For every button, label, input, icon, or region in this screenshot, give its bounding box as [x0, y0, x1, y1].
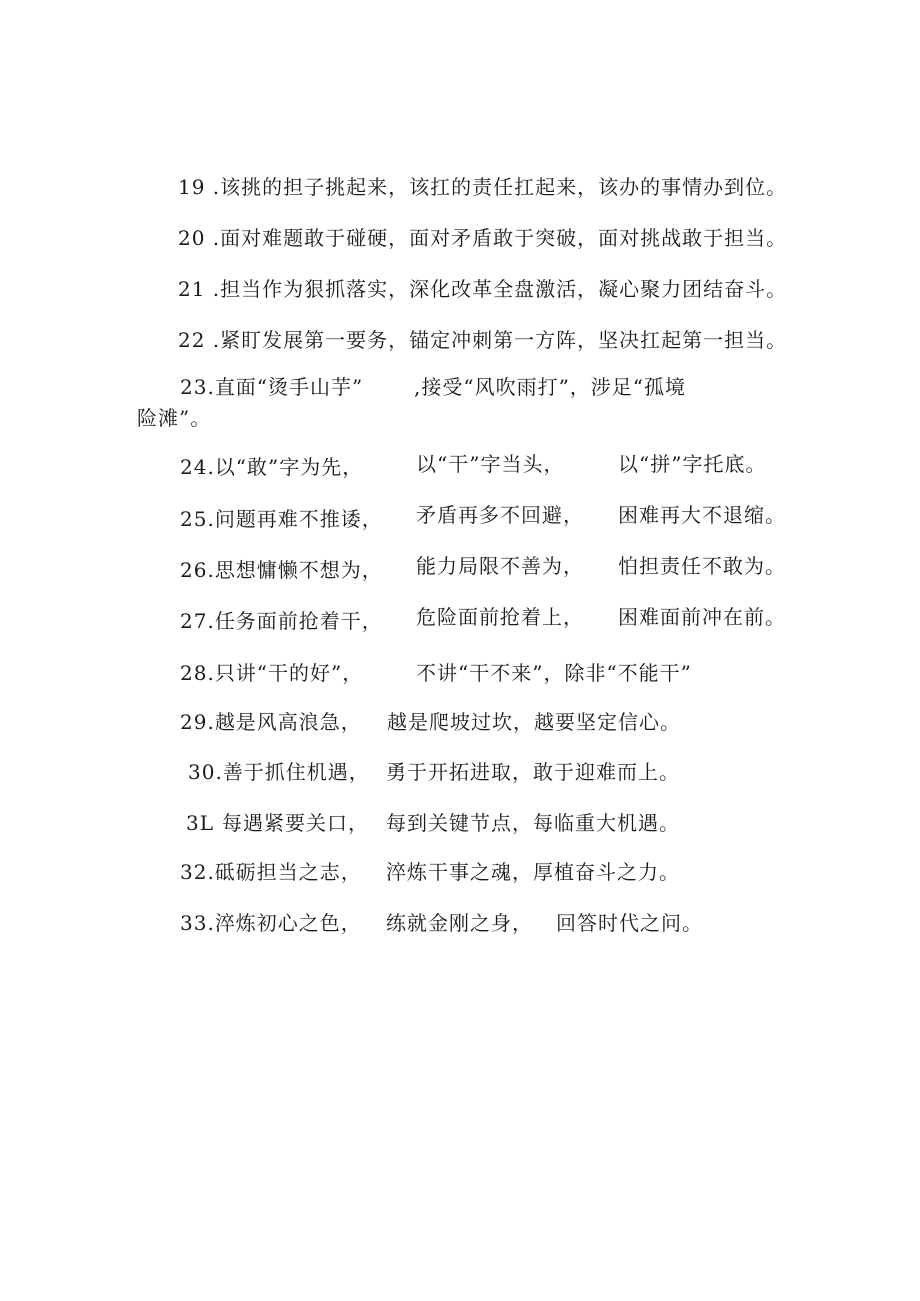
item-number: 29.: [180, 710, 215, 734]
item-text-part: 以“拼”字托底。: [618, 452, 767, 476]
list-item: [178, 174, 787, 200]
item-text-part: 每到关键节点，每临重大机遇。: [386, 811, 680, 835]
item-number: 3L: [186, 811, 215, 835]
list-item: [188, 759, 728, 785]
item-text: .面对难题敢于碰硬，面对矛盾敢于突破，面对挑战敢于担当。: [205, 226, 788, 250]
item-text-part: 淬炼干事之魂，厚植奋斗之力。: [386, 860, 680, 884]
list-item-continuation: [137, 405, 211, 431]
list-item: [180, 660, 780, 686]
item-text-part: 淬炼初心之色，: [214, 911, 362, 935]
item-text-part: ,接受“风吹雨打”，涉足“孤境: [414, 375, 687, 399]
item-text-part: 问题再难不推诿，: [214, 507, 383, 531]
item-text-part: 能力局限不善为，: [416, 554, 584, 578]
item-text-part: 困难再大不退缩。: [618, 503, 786, 527]
list-item: [180, 709, 740, 735]
list-item: [178, 327, 787, 353]
item-text-part: 怕担责任不敢为。: [618, 554, 786, 578]
item-text-part: 以“干”字当头，: [416, 452, 565, 476]
item-text: 险滩”。: [137, 406, 212, 430]
item-number: 21: [178, 277, 206, 301]
item-text-part: 练就金刚之身，: [386, 911, 533, 935]
item-text: .该挑的担子挑起来，该扛的责任扛起来，该办的事情办到位。: [205, 175, 788, 199]
item-number: 27.: [180, 609, 215, 633]
item-number: 25.: [180, 507, 215, 531]
item-number: 24.: [180, 455, 215, 479]
item-text-part: 不讲“干不来”，除非“不能干”: [416, 661, 692, 685]
item-text-part: 矛盾再多不回避，: [416, 503, 584, 527]
item-text: .担当作为狠抓落实，深化改革全盘激活，凝心聚力团结奋斗。: [205, 277, 788, 301]
item-number: 32.: [180, 860, 215, 884]
list-item: [180, 554, 800, 583]
item-text-part: 善于抓住机遇，: [222, 760, 370, 784]
item-text-part: 每遇紧要关口，: [222, 811, 370, 835]
list-item: [186, 810, 726, 836]
item-number: 23.: [180, 375, 215, 399]
item-number: 28.: [180, 661, 215, 685]
list-item: [178, 276, 787, 302]
item-text-part: 砥砺担当之志，: [214, 860, 362, 884]
item-number: 22: [178, 328, 206, 352]
list-item: [180, 503, 800, 532]
list-item: [180, 910, 720, 936]
list-item: [180, 374, 780, 400]
list-item: [180, 605, 800, 634]
item-text-part: 危险面前抢着上，: [416, 605, 584, 629]
item-text-part: 任务面前抢着干，: [214, 609, 383, 633]
item-text-part: 越是爬坡过坎，越要坚定信心。: [387, 710, 681, 734]
item-text-part: 思想慵懒不想为，: [214, 558, 383, 582]
item-number: 33.: [180, 911, 215, 935]
item-text: 直面“烫手山芋”: [214, 375, 364, 399]
list-item: [178, 225, 787, 251]
item-text-part: 回答时代之问。: [556, 911, 703, 935]
item-number: 19: [178, 175, 206, 199]
item-text-part: 勇于开拓进取，敢于迎难而上。: [386, 760, 680, 784]
item-text-part: 困难面前冲在前。: [618, 605, 786, 629]
item-text-part: 只讲“干的好”，: [214, 661, 364, 685]
item-text-part: 以“敢”字为先，: [214, 455, 364, 479]
item-text: .紧盯发展第一要务，锚定冲刺第一方阵，坚决扛起第一担当。: [205, 328, 788, 352]
item-text-part: 越是风高浪急，: [214, 710, 362, 734]
list-item: [180, 859, 720, 885]
item-number: 26.: [180, 558, 215, 582]
list-item: [180, 454, 800, 480]
item-number: 20: [178, 226, 206, 250]
item-number: 30.: [188, 760, 223, 784]
